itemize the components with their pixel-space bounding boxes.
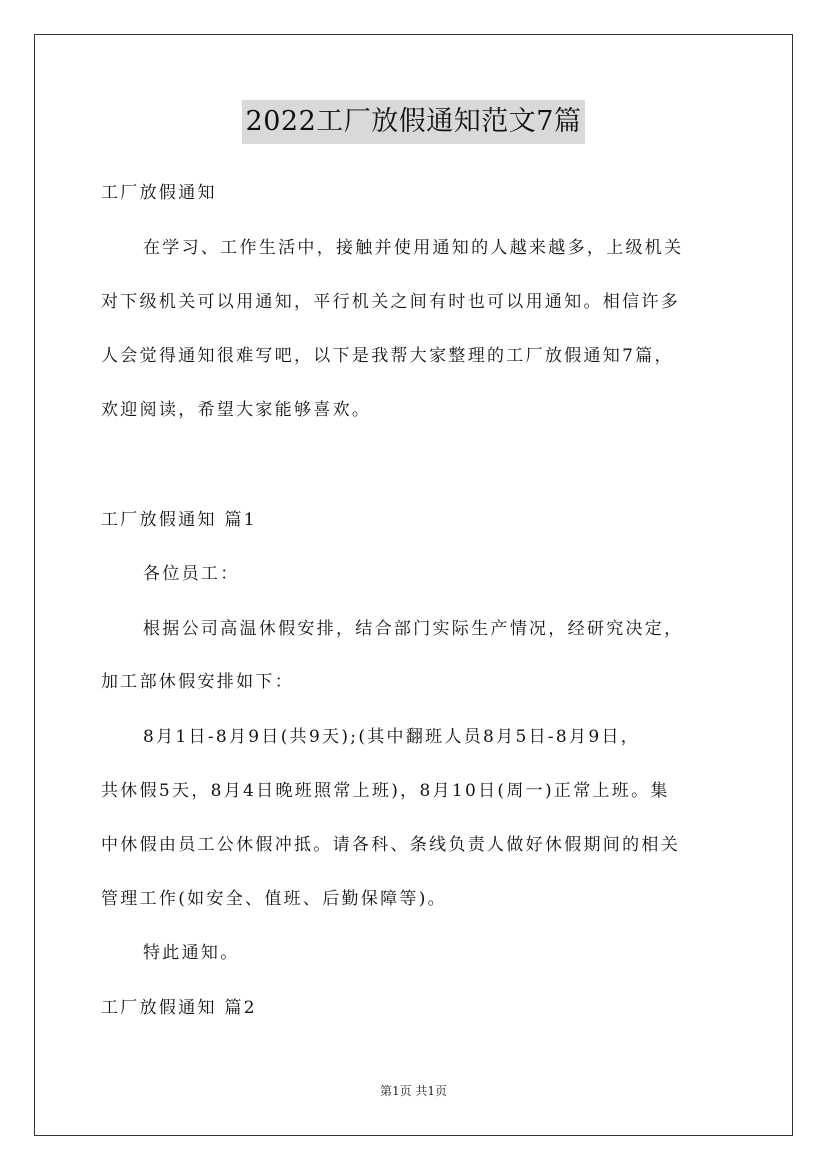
intro-line-3: 人会觉得通知很难写吧，以下是我帮大家整理的工厂放假通知7篇，	[101, 346, 674, 366]
body-line-5: 中休假由员工公休假冲抵。请各科、条线负责人做好休假期间的相关	[101, 835, 680, 855]
body-line-2: 加工部休假安排如下：	[101, 672, 294, 692]
salutation: 各位员工：	[143, 564, 240, 584]
section-2-heading: 工厂放假通知 篇2	[101, 998, 257, 1018]
body-line-1: 根据公司高温休假安排，结合部门实际生产情况，经研究决定，	[143, 619, 684, 639]
body-line-3: 8月1日-8月9日(共9天);(其中翻班人员8月5日-8月9日，	[143, 727, 641, 747]
intro-line-2: 对下级机关可以用通知，平行机关之间有时也可以用通知。相信许多	[101, 292, 680, 312]
body-line-6: 管理工作(如安全、值班、后勤保障等)。	[101, 889, 447, 909]
intro-heading: 工厂放假通知	[101, 183, 217, 203]
intro-line-1: 在学习、工作生活中，接触并使用通知的人越来越多，上级机关	[143, 238, 684, 258]
body-line-4: 共休假5天，8月4日晚班照常上班)，8月10日(周一)正常上班。集	[101, 781, 670, 801]
title-container	[0, 100, 827, 144]
section-1-heading: 工厂放假通知 篇1	[101, 510, 257, 530]
intro-line-4: 欢迎阅读，希望大家能够喜欢。	[101, 400, 372, 420]
document-title: 2022工厂放假通知范文7篇	[242, 100, 586, 144]
closing-line: 特此通知。	[143, 943, 240, 963]
page-footer: 第1页 共1页	[379, 1084, 448, 1098]
